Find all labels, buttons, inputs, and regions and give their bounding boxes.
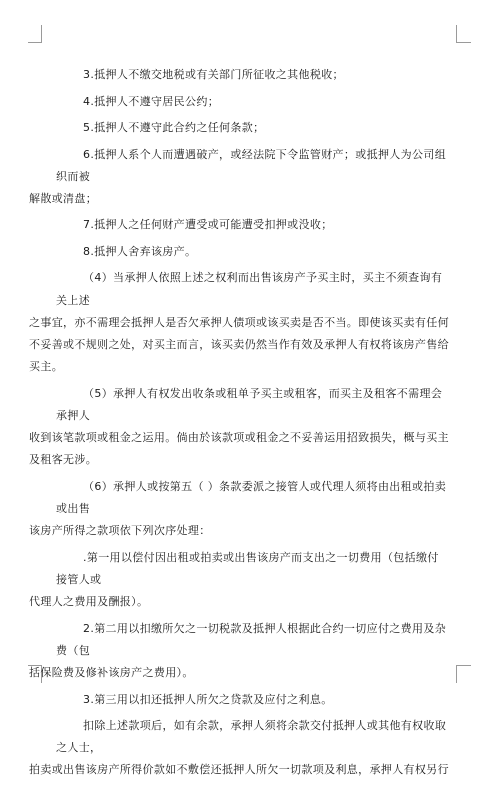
paragraph-line: 7.抵押人之任何财产遭受或可能遭受扣押或没收； [83,218,333,232]
crop-mark-top-right [456,25,471,43]
paragraph-line: 5.抵押人不遵守此合约之任何条款； [83,121,265,134]
paragraph [29,476,449,543]
paragraph [29,144,449,211]
paragraph [56,91,449,113]
paragraph [56,214,449,236]
paragraph-line: 代理人之费用及酬报）。 [29,595,149,609]
paragraph-line: 扣除上述款项后，如有余款，承押人须将余款交付抵押人或其他有权收取之人士， [56,719,447,755]
paragraph-line: 3.第三用以扣还抵押人所欠之贷款及应付之利息。 [83,692,333,706]
paragraph [56,241,449,263]
paragraph [56,689,449,711]
paragraph-line: .第一用以偿付因出租或拍卖或出售该房产而支出之一切费用（包括缴付接管人或 [56,550,439,586]
paragraph [29,267,449,378]
paragraph-line: 3.抵押人不缴交地税或有关部门所征收之其他税收； [83,68,344,81]
crop-mark-bottom-right [456,665,471,683]
paragraph [29,547,449,614]
paragraph [29,618,449,685]
paragraph-line: （5）承押人有权发出收条或租单予买主或租客，而买主及租客不需理会承押人 [56,386,443,422]
paragraph-line: 解散或清盘； [29,191,98,205]
paragraph [56,117,449,139]
document-body [29,64,449,786]
paragraph-line: 拍卖或出售该房产所得价款如不敷偿还抵押人所欠一切款项及利息，承押人有权另行 [29,763,449,777]
paragraph-line: 之事宜，亦不需理会抵押人是否欠承押人债项或该买卖是否不当。即使该买卖有任何 [29,315,449,329]
paragraph-line: 不妥善或不规则之处，对买主而言，该买卖仍然当作有效及承押人有权将该房产售给 [29,338,449,352]
paragraph-line: 2.第二用以扣缴所欠之一切税款及抵押人根据此合约一切应付之费用及杂费（包 [56,621,447,657]
paragraph [56,64,449,86]
paragraph-line: 该房产所得之款项依下列次序处理： [29,524,211,538]
paragraph-line: 4.抵押人不遵守居民公约； [83,94,220,108]
paragraph-line: 6.抵押人系个人而遭遇破产，或经法院下令监管财产；或抵押人为公司组织而被 [56,147,447,183]
paragraph-line: （6）承押人或按第五（ ）条款委派之接管人或代理人须将由出租或拍卖或出售 [56,479,447,516]
paragraph-line: 买主。 [29,360,64,374]
paragraph [29,383,449,472]
paragraph-line: 8.抵押人舍弃该房产。 [83,244,197,258]
crop-mark-top-left [28,25,42,43]
paragraph [29,715,449,782]
paragraph-line: 括保险费及修补该房产之费用）。 [29,666,194,680]
paragraph-line: 及租客无涉。 [29,453,98,467]
paragraph-line: 收到该笔款项或租金之运用。倘由於该款项或租金之不妥善运用招致损失，概与买主 [29,431,449,445]
paragraph-line: （4）当承押人依照上述之权利而出售该房产予买主时，买主不须查询有关上述 [56,271,443,307]
